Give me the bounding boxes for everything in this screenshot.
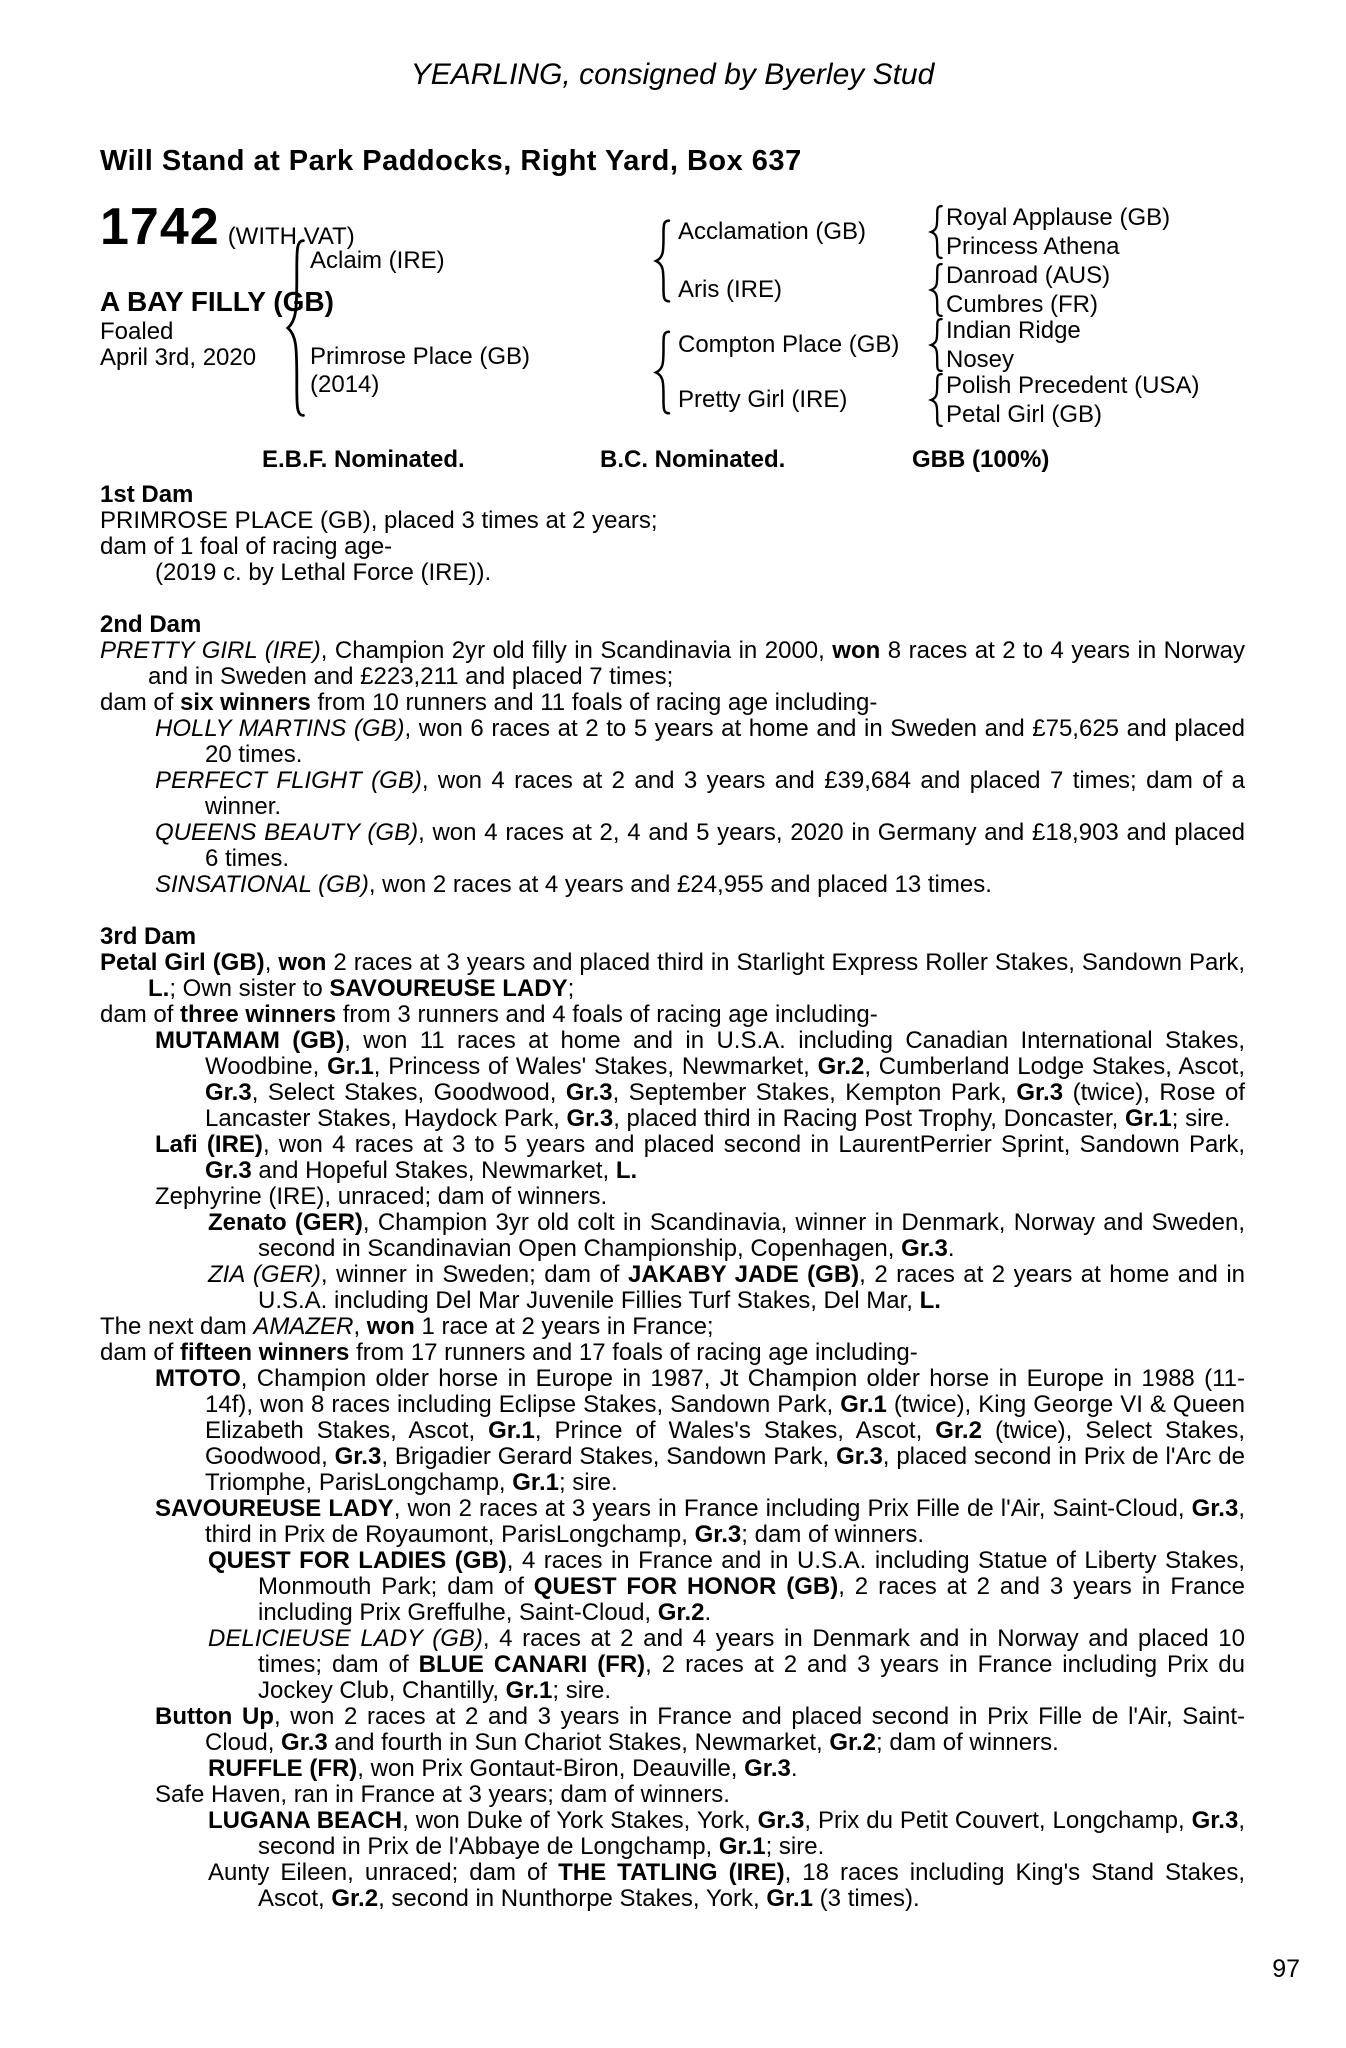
catalog-paragraph: QUEENS BEAUTY (GB), won 4 races at 2, 4 and 5 years, 2020 in Germany and £18,903 and placed 6 times.: [155, 819, 1245, 872]
sire-sire-dam-name: Princess Athena: [946, 233, 1120, 260]
catalog-paragraph: PERFECT FLIGHT (GB), won 4 races at 2 and 3 years and £39,684 and placed 7 times; dam of a winner.: [155, 767, 1246, 820]
catalog-paragraph: PRETTY GIRL (IRE), Champion 2yr old filly in Scandinavia in 2000, won 8 races at 2 to 4 years in Norway and in Sweden and £223,211 and placed 7 times;: [100, 637, 1246, 690]
pedigree-brace-gen1: [283, 237, 307, 419]
catalog-paragraph: RUFFLE (FR), won Prix Gontaut-Biron, Deauville, Gr.3.: [208, 1755, 798, 1782]
catalog-paragraph: Zephyrine (IRE), unraced; dam of winners.: [155, 1183, 608, 1210]
sire-dam-dam-name: Cumbres (FR): [946, 291, 1099, 318]
catalog-paragraph: dam of three winners from 3 runners and 4 foals of racing age including-: [100, 1001, 878, 1028]
pedigree-brace-dam-sire: [928, 318, 944, 372]
catalog-paragraph: SINSATIONAL (GB), won 2 races at 4 years and £24,955 and placed 13 times.: [155, 871, 992, 898]
catalog-paragraph: The next dam AMAZER, won 1 race at 2 years in France;: [100, 1313, 714, 1340]
catalog-paragraph: Lafi (IRE), won 4 races at 3 to 5 years and placed second in LaurentPerrier Sprint, Sandown Park, Gr.3 and Hopeful Stakes, Newmarket, L.: [155, 1131, 1246, 1184]
stand-location-line: Will Stand at Park Paddocks, Right Yard, Box 637: [100, 145, 802, 177]
catalog-paragraph: Aunty Eileen, unraced; dam of THE TATLING (IRE), 18 races including King's Stand Stakes, Ascot, Gr.2, second in Nunthorpe Stakes, York, Gr.1 (3 times).: [208, 1859, 1245, 1912]
pedigree-brace-sire-sire: [928, 205, 944, 259]
catalog-paragraph: MTOTO, Champion older horse in Europe in 1987, Jt Champion older horse in Europe in 1988 (11-14f), won 8 races including Eclipse Stakes, Sandown Park, Gr.1 (twice), King George VI & Queen Elizabeth Stakes, Ascot, Gr.1, Prince of Wales's Stakes, Ascot, Gr.2 (twice), Select Stakes, Goodwood, Gr.3, Brigadier Gerard Stakes, Sandown Park, Gr.3, placed second in Prix de l'Arc de Triomphe, ParisLongchamp, Gr.1; sire.: [155, 1365, 1246, 1496]
sire-sire-name: Acclamation (GB): [678, 218, 867, 245]
catalog-paragraph: ZIA (GER), winner in Sweden; dam of JAKABY JADE (GB), 2 races at 2 years at home and in U.S.A. including Del Mar Juvenile Fillies Turf Stakes, Del Mar, L.: [208, 1261, 1246, 1314]
foaled-label: Foaled: [100, 318, 174, 345]
vat-note: (WITH VAT): [227, 223, 355, 250]
catalog-paragraph: DELICIEUSE LADY (GB), 4 races at 2 and 4 years in Denmark and in Norway and placed 10 times; dam of BLUE CANARI (FR), 2 races at 2 and 3 years in France including Prix du Jockey Club, Chantilly, Gr.1; sire.: [208, 1625, 1245, 1704]
sire-dam-sire-name: Danroad (AUS): [946, 262, 1111, 289]
catalog-paragraph: dam of six winners from 10 runners and 11 foals of racing age including-: [100, 689, 878, 716]
catalog-paragraph: LUGANA BEACH, won Duke of York Stakes, York, Gr.3, Prix du Petit Couvert, Longchamp, Gr.3, second in Prix de l'Abbaye de Longchamp, Gr.1; sire.: [208, 1807, 1245, 1860]
pedigree-brace-dam-dam: [928, 373, 944, 427]
catalog-paragraph: QUEST FOR LADIES (GB), 4 races in France and in U.S.A. including Statue of Liberty Stakes, Monmouth Park; dam of QUEST FOR HONOR (GB), 2 races at 2 and 3 years in France including Prix Greffulhe, Saint-Cloud, Gr.2.: [208, 1547, 1246, 1626]
catalog-paragraph: Button Up, won 2 races at 2 and 3 years in France and placed second in Prix Fille de l'Air, Saint-Cloud, Gr.3 and fourth in Sun Chariot Stakes, Newmarket, Gr.2; dam of winners.: [155, 1703, 1246, 1756]
foaled-date: April 3rd, 2020: [100, 344, 257, 371]
catalog-paragraph: SAVOUREUSE LADY, won 2 races at 3 years in France including Prix Fille de l'Air, Saint-Cloud, Gr.3, third in Prix de Royaumont, ParisLongchamp, Gr.3; dam of winners.: [155, 1495, 1245, 1548]
bc-nomination: B.C. Nominated.: [600, 446, 786, 473]
dam-sire-sire-name: Indian Ridge: [946, 317, 1081, 344]
page-title: YEARLING, consigned by Byerley Stud: [410, 58, 935, 91]
pedigree-chart: [100, 199, 1245, 447]
dam-name: Primrose Place (GB): [310, 343, 531, 370]
dam-dam-name: Pretty Girl (IRE): [678, 386, 848, 413]
ebf-nomination: E.B.F. Nominated.: [262, 446, 465, 473]
catalog-paragraph: dam of fifteen winners from 17 runners and 17 foals of racing age including-: [100, 1339, 918, 1366]
catalog-paragraph: PRIMROSE PLACE (GB), placed 3 times at 2 years;: [100, 507, 658, 534]
lot-header: [100, 198, 355, 256]
sire-sire-sire-name: Royal Applause (GB): [946, 204, 1171, 231]
section-heading-3rd-dam: 3rd Dam: [100, 923, 197, 950]
catalog-paragraph: dam of 1 foal of racing age-: [100, 533, 393, 560]
catalog-paragraph: Petal Girl (GB), won 2 races at 3 years and placed third in Starlight Express Roller Stakes, Sandown Park, L.; Own sister to SAVOUREUSE LADY;: [100, 949, 1246, 1002]
dam-year: (2014): [310, 371, 380, 398]
sire-name: Aclaim (IRE): [310, 247, 445, 274]
dam-dam-dam-name: Petal Girl (GB): [946, 401, 1103, 428]
dam-sire-name: Compton Place (GB): [678, 331, 900, 358]
sire-dam-name: Aris (IRE): [678, 276, 782, 303]
pedigree-brace-dam: [652, 330, 672, 415]
pedigree-brace-sire: [652, 219, 672, 303]
nominations-row: [100, 447, 1245, 475]
section-heading-2nd-dam: 2nd Dam: [100, 611, 202, 638]
horse-name: A BAY FILLY (GB): [100, 286, 334, 317]
section-heading-1st-dam: 1st Dam: [100, 481, 194, 508]
catalog-paragraph: HOLLY MARTINS (GB), won 6 races at 2 to 5 years at home and in Sweden and £75,625 and placed 20 times.: [155, 715, 1245, 768]
page-number: 97: [1272, 1955, 1300, 1983]
catalog-paragraph: MUTAMAM (GB), won 11 races at home and in U.S.A. including Canadian International Stakes, Woodbine, Gr.1, Princess of Wales' Stakes, Newmarket, Gr.2, Cumberland Lodge Stakes, Ascot, Gr.3, Select Stakes, Goodwood, Gr.3, September Stakes, Kempton Park, Gr.3 (twice), Rose of Lancaster Stakes, Haydock Park, Gr.3, placed third in Racing Post Trophy, Doncaster, Gr.1; sire.: [155, 1027, 1246, 1132]
catalog-paragraph: (2019 c. by Lethal Force (IRE)).: [155, 559, 492, 586]
dam-sire-dam-name: Nosey: [946, 346, 1015, 373]
catalog-paragraph: Safe Haven, ran in France at 3 years; dam of winners.: [155, 1781, 730, 1808]
gbb-badge: GBB (100%): [912, 446, 1050, 473]
catalog-paragraph: Zenato (GER), Champion 3yr old colt in Scandinavia, winner in Denmark, Norway and Sweden, second in Scandinavian Open Championship, Copenhagen, Gr.3.: [208, 1209, 1246, 1262]
lot-number: 1742: [100, 198, 220, 256]
dam-dam-sire-name: Polish Precedent (USA): [946, 372, 1200, 399]
pedigree-brace-sire-dam: [928, 263, 944, 317]
dam-name-block: [310, 343, 640, 399]
